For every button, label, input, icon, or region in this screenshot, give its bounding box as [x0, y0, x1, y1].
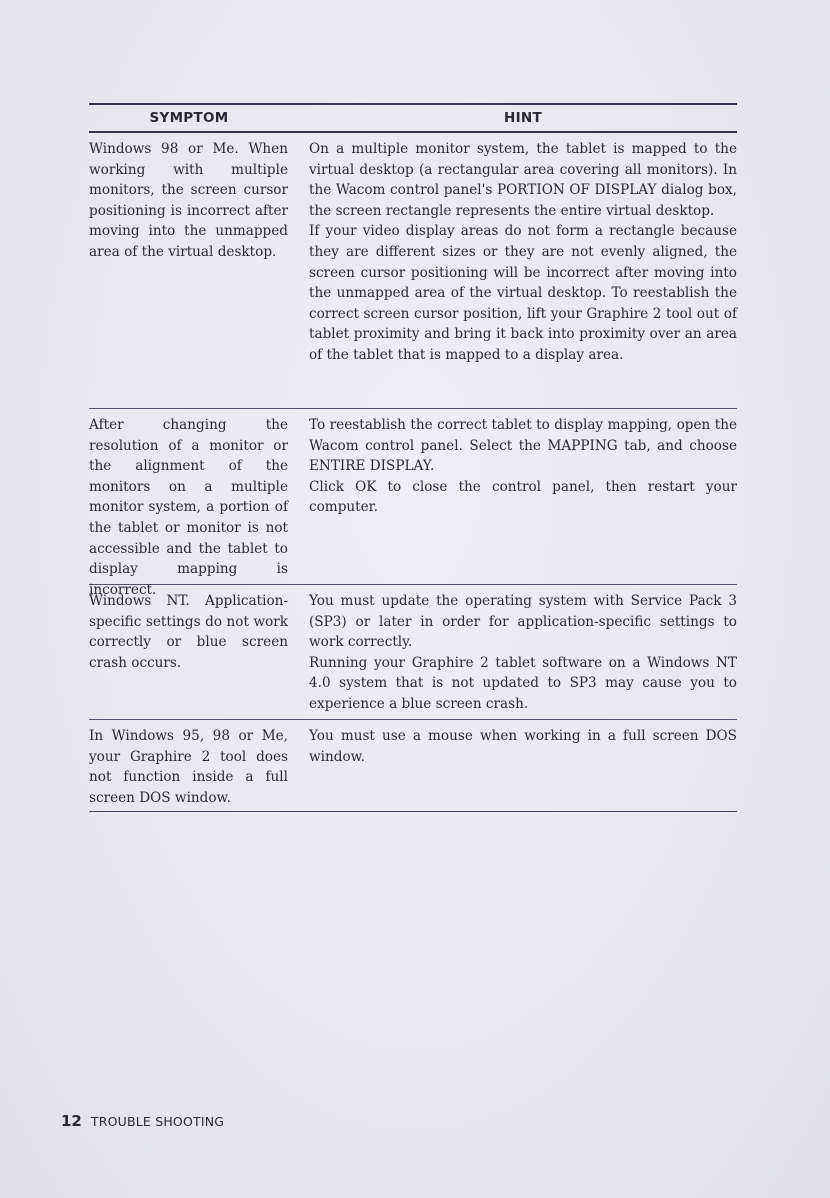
hint-cell	[309, 726, 737, 807]
hint-paragraph: On a multiple monitor system, the tablet is mapped to the virtual desktop (a rectangular area covering all monitors). In the Wacom control panel's PORTION OF DISPLAY dialog box, the screen rectangle represents the entire virtual desktop.	[309, 141, 737, 219]
section-name: TROUBLE SHOOTING	[90, 1114, 225, 1129]
symptom-cell: Windows 98 or Me. When working with multiple monitors, the screen cursor positioning is incorrect after moving into the unmapped area of the virtual desktop.	[89, 141, 288, 260]
table-row	[89, 585, 737, 720]
hint-cell	[309, 591, 737, 715]
troubleshooting-table	[89, 103, 737, 812]
hint-paragraph: You must update the operating system with Service Pack 3 (SP3) or later in order for application-specific settings to work correctly.	[309, 593, 737, 651]
table-header	[89, 105, 737, 131]
hint-paragraph: If your video display areas do not form a rectangle because they are different sizes or they are not evenly aligned, the screen cursor positioning will be incorrect after moving into the unmapped area of the virtual desktop. To reestablish the correct screen cursor position, lift your Graphire 2 tool out of tablet proximity and bring it back into proximity over an area of the tablet that is mapped to a display area.	[309, 223, 737, 363]
page-footer	[61, 1112, 224, 1130]
symptom-cell: In Windows 95, 98 or Me, your Graphire 2 tool does not function inside a full screen DOS window.	[89, 728, 288, 806]
hint-cell	[309, 415, 737, 580]
hint-column-header: HINT	[503, 110, 543, 126]
hint-paragraph: You must use a mouse when working in a full screen DOS window.	[309, 728, 737, 765]
hint-paragraph: Click OK to close the control panel, then restart your computer.	[309, 478, 737, 516]
page-number: 12	[61, 1112, 82, 1130]
table-row	[89, 409, 737, 598]
hint-paragraph: To reestablish the correct tablet to display mapping, open the Wacom control panel. Select the MAPPING tab, and choose ENTIRE DISPLAY.	[309, 417, 737, 475]
table-row	[89, 133, 737, 409]
hint-cell	[309, 139, 737, 404]
hint-paragraph: Running your Graphire 2 tablet software on a Windows NT 4.0 system that is not updated to SP3 may cause you to experience a blue screen crash.	[309, 654, 737, 712]
symptom-cell: After changing the resolution of a monitor or the alignment of the monitors on a multiple monitor system, a portion of the tablet or monitor is not accessible and the tablet to display mapping is incorrect.	[89, 417, 288, 598]
table-row	[89, 720, 737, 812]
symptom-cell: Windows NT. Application-specific settings do not work correctly or blue screen crash occurs.	[89, 593, 288, 671]
symptom-column-header: SYMPTOM	[149, 110, 229, 126]
